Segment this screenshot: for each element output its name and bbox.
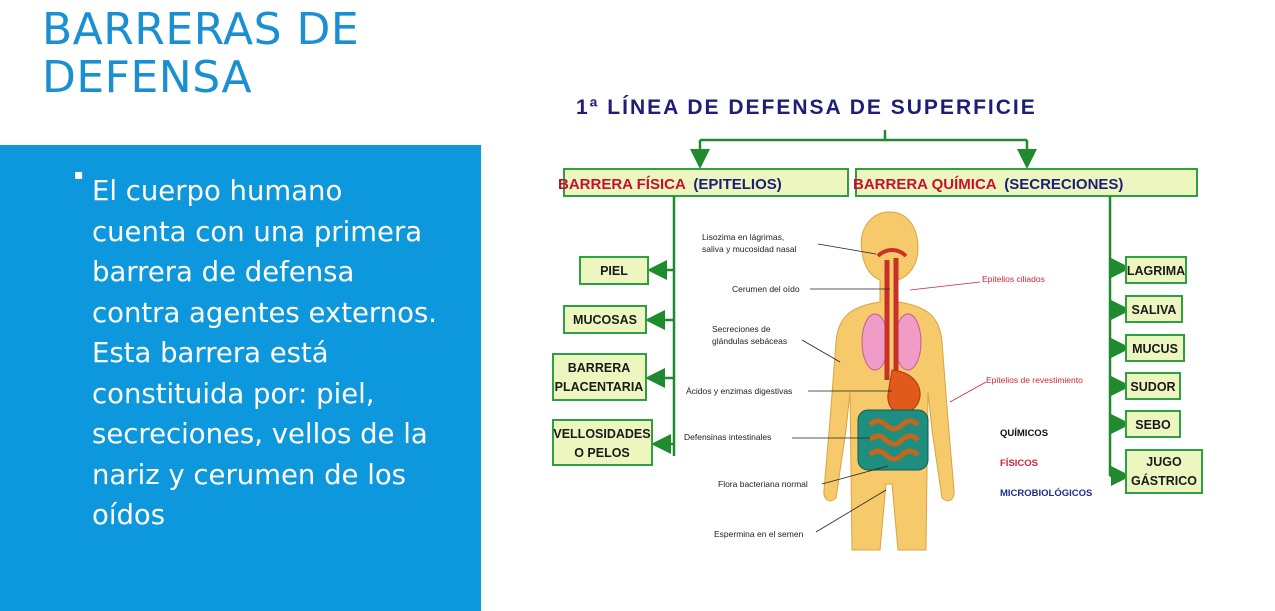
- annotation-lisozima: Lisozima en lágrimas,: [702, 232, 785, 242]
- physical-item-piel: [580, 257, 648, 284]
- physical-barrier-title: BARRERA FÍSICA: [558, 176, 686, 193]
- legend-microbiologicos: MICROBIOLÓGICOS: [1000, 488, 1093, 499]
- diagram-canvas: [540, 80, 1220, 560]
- physical-connectors: [650, 196, 674, 456]
- physical-item-label: O PELOS: [574, 446, 630, 460]
- chemical-connectors: [1110, 196, 1126, 476]
- annotation-cerumen: Cerumen del oído: [732, 284, 800, 294]
- human-body-illustration: [824, 212, 954, 550]
- title-line-1: BARRERAS DE: [42, 4, 360, 55]
- bullet-icon: ▪: [74, 167, 84, 183]
- physical-item-vellosidades: [553, 420, 652, 465]
- chemical-item-mucus: [1126, 335, 1184, 361]
- annotation-acidos: Ácidos y enzimas digestivas: [686, 386, 793, 396]
- physical-item-label: VELLOSIDADES: [553, 427, 651, 441]
- physical-item-label: BARRERA: [567, 361, 631, 375]
- chemical-item-jugo-gastrico: [1126, 450, 1202, 493]
- svg-text:BARRERA FÍSICA (EPITEL: [558, 176, 782, 193]
- chemical-item-saliva: [1126, 296, 1182, 322]
- chemical-item-label: MUCUS: [1132, 342, 1178, 356]
- chemical-item-lagrima: [1126, 257, 1186, 283]
- defense-diagram: [540, 80, 1220, 560]
- physical-item-mucosas: [564, 306, 646, 333]
- chemical-item-sebo: [1126, 411, 1180, 437]
- chemical-item-label: LAGRIMA: [1126, 264, 1186, 278]
- chemical-item-label: SEBO: [1135, 418, 1171, 432]
- annotation-secreciones: Secreciones de: [712, 324, 771, 334]
- title-line-2: DEFENSA: [42, 52, 253, 103]
- annotation-lisozima: saliva y mucosidad nasal: [702, 244, 797, 254]
- chemical-item-label: JUGO: [1146, 455, 1182, 469]
- chemical-barrier-subtitle: (SECRECIONES): [1004, 176, 1124, 193]
- legend-quimicos: QUÍMICOS: [1000, 428, 1049, 439]
- annotation-secreciones: glándulas sebáceas: [712, 336, 788, 346]
- physical-item-label: PLACENTARIA: [554, 380, 644, 394]
- legend-fisicos: FÍSICOS: [1000, 458, 1039, 469]
- annotation-defensinas: Defensinas intestinales: [684, 432, 772, 442]
- chemical-item-label: SALIVA: [1131, 303, 1177, 317]
- physical-item-label: MUCOSAS: [573, 313, 637, 327]
- chemical-barrier-box: [853, 169, 1197, 196]
- chemical-barrier-title: BARRERA QUÍMICA: [853, 176, 997, 193]
- svg-text:BARRERA QUÍMICA (SECRE: [853, 176, 1123, 193]
- physical-item-label: PIEL: [600, 264, 628, 278]
- slide-title: [42, 6, 482, 102]
- chemical-item-label: SUDOR: [1130, 380, 1176, 394]
- text-panel: [0, 145, 481, 611]
- physical-item-barrera-placentaria: [553, 354, 646, 400]
- physical-barrier-box: [558, 169, 848, 196]
- annotation-espermina: Espermina en el semen: [714, 529, 804, 539]
- physical-barrier-subtitle: (EPITELIOS): [693, 176, 782, 193]
- heading-connectors: [700, 130, 1027, 164]
- bullet-text: El cuerpo humano cuenta con una primera barrera de defensa contra agentes externos. Esta barrera está constituida por: piel, secreciones, vellos de la nariz y cerumen de los oídos: [92, 175, 438, 531]
- annotation-epitelios-ciliados: Epitelios ciliados: [982, 274, 1045, 284]
- diagram-heading: 1ª LÍNEA DE DEFENSA DE SUPERFICIE: [576, 96, 1037, 119]
- chemical-item-sudor: [1126, 373, 1180, 399]
- annotation-epitelios-revestimiento: Epitelios de revestimiento: [986, 375, 1083, 385]
- chemical-item-label: GÁSTRICO: [1131, 474, 1197, 488]
- annotation-flora: Flora bacteriana normal: [718, 479, 808, 489]
